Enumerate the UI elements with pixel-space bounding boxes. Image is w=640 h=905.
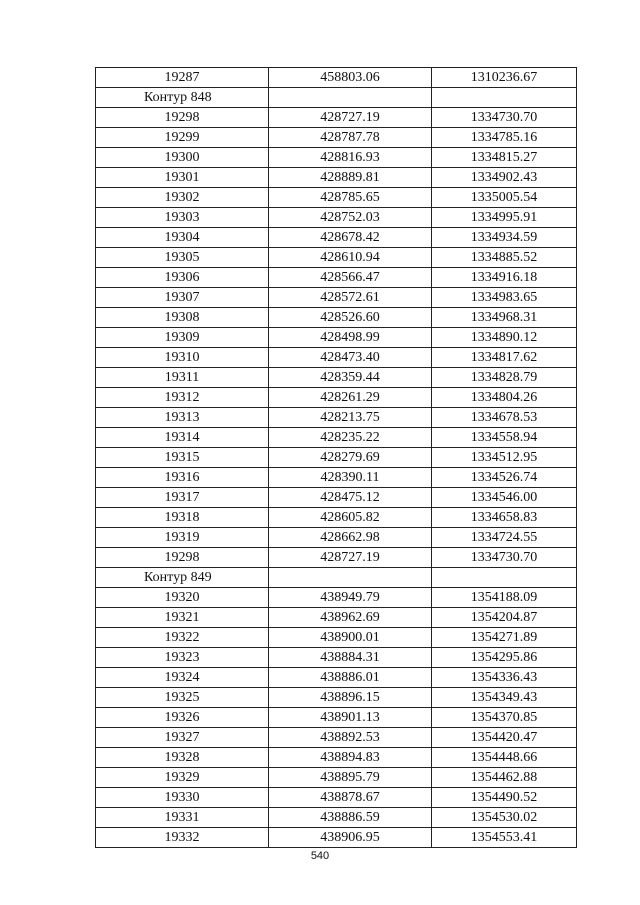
- point-number-cell: 19303: [96, 208, 269, 228]
- x-coordinate-cell: 428610.94: [269, 248, 432, 268]
- contour-header-row: [96, 568, 577, 588]
- page-number: 540: [310, 850, 330, 862]
- table-row: [96, 188, 577, 208]
- y-coordinate-cell: 1310236.67: [432, 68, 577, 88]
- point-number-cell: 19327: [96, 728, 269, 748]
- y-coordinate-cell: 1335005.54: [432, 188, 577, 208]
- table-row: [96, 468, 577, 488]
- table-row: [96, 588, 577, 608]
- y-coordinate-cell: 1354530.02: [432, 808, 577, 828]
- x-coordinate-cell: 438884.31: [269, 648, 432, 668]
- table-row: [96, 648, 577, 668]
- point-number-cell: 19313: [96, 408, 269, 428]
- table-row: [96, 708, 577, 728]
- table-row: [96, 608, 577, 628]
- y-coordinate-cell: 1334890.12: [432, 328, 577, 348]
- point-number-cell: 19319: [96, 528, 269, 548]
- x-coordinate-cell: 428727.19: [269, 548, 432, 568]
- y-coordinate-cell: 1354295.86: [432, 648, 577, 668]
- x-coordinate-cell: 428572.61: [269, 288, 432, 308]
- table-row: [96, 168, 577, 188]
- table-row: [96, 128, 577, 148]
- y-coordinate-cell: 1354420.47: [432, 728, 577, 748]
- point-number-cell: 19287: [96, 68, 269, 88]
- x-coordinate-cell: 428213.75: [269, 408, 432, 428]
- y-coordinate-cell: 1334968.31: [432, 308, 577, 328]
- table-row: [96, 408, 577, 428]
- y-coordinate-cell: 1354448.66: [432, 748, 577, 768]
- point-number-cell: 19317: [96, 488, 269, 508]
- point-number-cell: 19298: [96, 548, 269, 568]
- y-coordinate-cell: 1354204.87: [432, 608, 577, 628]
- x-coordinate-cell: 438895.79: [269, 768, 432, 788]
- table-row: [96, 628, 577, 648]
- x-coordinate-cell: 428727.19: [269, 108, 432, 128]
- x-coordinate-cell: 428662.98: [269, 528, 432, 548]
- coordinates-table-body: [96, 68, 577, 848]
- x-coordinate-cell: 428566.47: [269, 268, 432, 288]
- table-row: [96, 328, 577, 348]
- coordinates-table: [95, 67, 577, 848]
- x-coordinate-cell: 428235.22: [269, 428, 432, 448]
- table-row: [96, 448, 577, 468]
- x-coordinate-cell: 438901.13: [269, 708, 432, 728]
- x-coordinate-cell: 438962.69: [269, 608, 432, 628]
- y-coordinate-cell: 1334526.74: [432, 468, 577, 488]
- table-row: [96, 388, 577, 408]
- y-coordinate-cell: 1354188.09: [432, 588, 577, 608]
- x-coordinate-cell: 438896.15: [269, 688, 432, 708]
- table-row: [96, 248, 577, 268]
- point-number-cell: 19326: [96, 708, 269, 728]
- x-coordinate-cell: 428785.65: [269, 188, 432, 208]
- point-number-cell: 19300: [96, 148, 269, 168]
- y-coordinate-cell: 1354553.41: [432, 828, 577, 848]
- point-number-cell: 19330: [96, 788, 269, 808]
- x-coordinate-cell: 428678.42: [269, 228, 432, 248]
- table-row: [96, 308, 577, 328]
- point-number-cell: 19331: [96, 808, 269, 828]
- x-coordinate-cell: 438886.01: [269, 668, 432, 688]
- x-coordinate-cell: 428279.69: [269, 448, 432, 468]
- table-row: [96, 748, 577, 768]
- point-number-cell: 19302: [96, 188, 269, 208]
- point-number-cell: 19301: [96, 168, 269, 188]
- y-coordinate-cell: 1334730.70: [432, 548, 577, 568]
- point-number-cell: 19304: [96, 228, 269, 248]
- point-number-cell: 19315: [96, 448, 269, 468]
- x-coordinate-cell: 428889.81: [269, 168, 432, 188]
- table-row: [96, 228, 577, 248]
- point-number-cell: 19320: [96, 588, 269, 608]
- point-number-cell: 19299: [96, 128, 269, 148]
- x-coordinate-cell: 428261.29: [269, 388, 432, 408]
- x-coordinate-cell: 438894.83: [269, 748, 432, 768]
- point-number-cell: 19308: [96, 308, 269, 328]
- y-coordinate-cell: 1334902.43: [432, 168, 577, 188]
- point-number-cell: 19312: [96, 388, 269, 408]
- point-number-cell: 19298: [96, 108, 269, 128]
- point-number-cell: 19314: [96, 428, 269, 448]
- table-row: [96, 808, 577, 828]
- table-row: [96, 368, 577, 388]
- y-coordinate-cell: 1334916.18: [432, 268, 577, 288]
- y-coordinate-cell: 1334828.79: [432, 368, 577, 388]
- point-number-cell: 19318: [96, 508, 269, 528]
- y-coordinate-cell: 1354462.88: [432, 768, 577, 788]
- y-coordinate-cell: 1334724.55: [432, 528, 577, 548]
- y-coordinate-cell: 1334558.94: [432, 428, 577, 448]
- y-coordinate-cell: 1334678.53: [432, 408, 577, 428]
- point-number-cell: 19328: [96, 748, 269, 768]
- x-coordinate-cell: 438906.95: [269, 828, 432, 848]
- table-row: [96, 668, 577, 688]
- y-coordinate-cell: 1354349.43: [432, 688, 577, 708]
- y-coordinate-cell: 1334658.83: [432, 508, 577, 528]
- y-coordinate-cell: 1334785.16: [432, 128, 577, 148]
- point-number-cell: 19309: [96, 328, 269, 348]
- table-row: [96, 788, 577, 808]
- empty-cell: [269, 568, 432, 588]
- x-coordinate-cell: 428359.44: [269, 368, 432, 388]
- y-coordinate-cell: 1334804.26: [432, 388, 577, 408]
- x-coordinate-cell: 428787.78: [269, 128, 432, 148]
- point-number-cell: 19311: [96, 368, 269, 388]
- x-coordinate-cell: 438949.79: [269, 588, 432, 608]
- table-row: [96, 68, 577, 88]
- point-number-cell: 19307: [96, 288, 269, 308]
- y-coordinate-cell: 1354490.52: [432, 788, 577, 808]
- y-coordinate-cell: 1334983.65: [432, 288, 577, 308]
- x-coordinate-cell: 428390.11: [269, 468, 432, 488]
- point-number-cell: 19329: [96, 768, 269, 788]
- x-coordinate-cell: 438892.53: [269, 728, 432, 748]
- x-coordinate-cell: 428498.99: [269, 328, 432, 348]
- table-row: [96, 728, 577, 748]
- point-number-cell: 19316: [96, 468, 269, 488]
- table-row: [96, 288, 577, 308]
- table-row: [96, 348, 577, 368]
- y-coordinate-cell: 1334934.59: [432, 228, 577, 248]
- point-number-cell: 19306: [96, 268, 269, 288]
- point-number-cell: 19305: [96, 248, 269, 268]
- y-coordinate-cell: 1334817.62: [432, 348, 577, 368]
- contour-header-row: [96, 88, 577, 108]
- x-coordinate-cell: 428752.03: [269, 208, 432, 228]
- x-coordinate-cell: 428605.82: [269, 508, 432, 528]
- x-coordinate-cell: 428475.12: [269, 488, 432, 508]
- table-row: [96, 548, 577, 568]
- table-row: [96, 488, 577, 508]
- y-coordinate-cell: 1334730.70: [432, 108, 577, 128]
- y-coordinate-cell: 1334885.52: [432, 248, 577, 268]
- table-row: [96, 768, 577, 788]
- table-row: [96, 508, 577, 528]
- contour-label: Контур 849: [96, 568, 269, 588]
- table-row: [96, 208, 577, 228]
- x-coordinate-cell: 438878.67: [269, 788, 432, 808]
- x-coordinate-cell: 438886.59: [269, 808, 432, 828]
- y-coordinate-cell: 1334512.95: [432, 448, 577, 468]
- x-coordinate-cell: 428816.93: [269, 148, 432, 168]
- x-coordinate-cell: 438900.01: [269, 628, 432, 648]
- empty-cell: [269, 88, 432, 108]
- y-coordinate-cell: 1334995.91: [432, 208, 577, 228]
- x-coordinate-cell: 428473.40: [269, 348, 432, 368]
- point-number-cell: 19324: [96, 668, 269, 688]
- empty-cell: [432, 88, 577, 108]
- table-row: [96, 688, 577, 708]
- empty-cell: [432, 568, 577, 588]
- table-row: [96, 108, 577, 128]
- table-row: [96, 828, 577, 848]
- y-coordinate-cell: 1354271.89: [432, 628, 577, 648]
- y-coordinate-cell: 1334815.27: [432, 148, 577, 168]
- x-coordinate-cell: 428526.60: [269, 308, 432, 328]
- x-coordinate-cell: 458803.06: [269, 68, 432, 88]
- y-coordinate-cell: 1334546.00: [432, 488, 577, 508]
- y-coordinate-cell: 1354336.43: [432, 668, 577, 688]
- table-row: [96, 148, 577, 168]
- point-number-cell: 19322: [96, 628, 269, 648]
- point-number-cell: 19310: [96, 348, 269, 368]
- point-number-cell: 19323: [96, 648, 269, 668]
- y-coordinate-cell: 1354370.85: [432, 708, 577, 728]
- point-number-cell: 19321: [96, 608, 269, 628]
- point-number-cell: 19325: [96, 688, 269, 708]
- table-row: [96, 428, 577, 448]
- point-number-cell: 19332: [96, 828, 269, 848]
- contour-label: Контур 848: [96, 88, 269, 108]
- table-row: [96, 528, 577, 548]
- table-row: [96, 268, 577, 288]
